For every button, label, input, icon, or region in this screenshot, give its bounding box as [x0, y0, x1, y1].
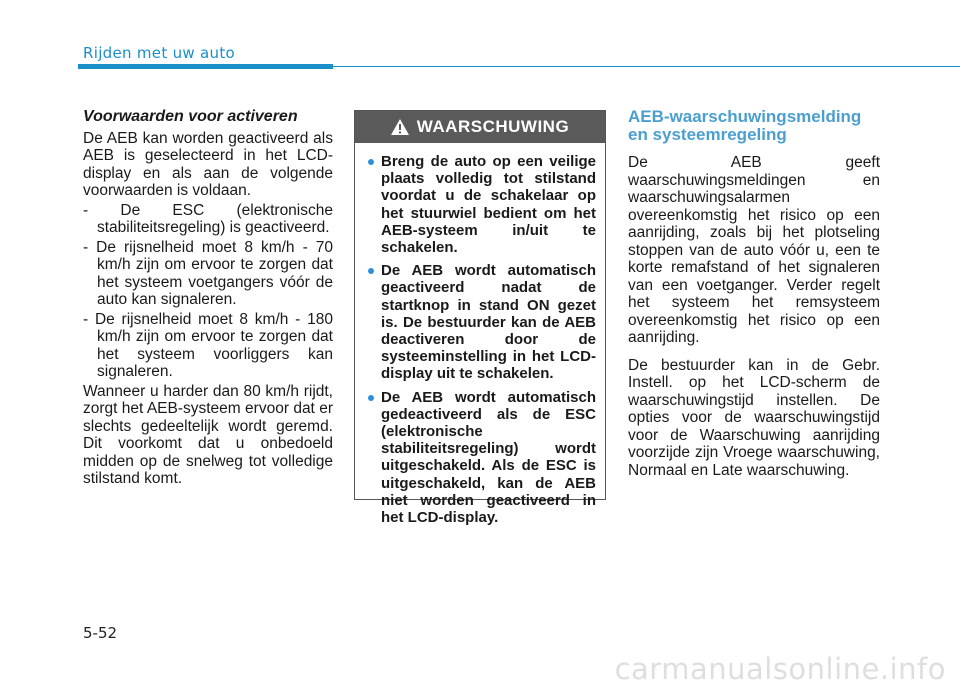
closing-paragraph: Wanneer u harder dan 80 km/h rijdt, zorgt het AEB-systeem ervoor dat er slechts gedeeltelijk wordt geremd. Dit voorkomt dat u onbedoeld midden op de snelweg tot volledige stilstand komt. [83, 382, 333, 487]
header-rule-thick [78, 64, 333, 69]
condition-item: - De ESC (elektronische stabiliteitsregeling) is geactiveerd. [83, 201, 333, 236]
warning-item-text: De AEB wordt automatisch gedeactiveerd als de ESC (elektronische stabiliteitsregeling) wordt uitgeschakeld. Als de ESC is uitgeschakeld, kan de AEB niet worden geactiveerd in het LCD-display. [381, 388, 596, 527]
warning-header [355, 111, 605, 143]
warning-item [368, 262, 596, 382]
page-section-title: Rijden met uw auto [83, 44, 235, 62]
warning-title: WAARSCHUWING [416, 117, 570, 136]
condition-item: - De rijsnelheid moet 8 km/h - 180 km/h zijn om ervoor te zorgen dat het systeem voorliggers kan signaleren. [83, 310, 333, 380]
settings-paragraph: De bestuurder kan in de Gebr. Instell. op het LCD-scherm de waarschuwingstijd instellen. De opties voor de waarschuwingstijd voor de Waarschuwing aanrijding voorzijde zijn Vroege waarschuwing, Normaal en Late waarschuwing. [628, 356, 880, 479]
warning-message-heading: AEB-waarschuwingsmelding en systeemregeling [628, 107, 862, 144]
warning-item [368, 153, 596, 256]
header-rule-thin [333, 66, 960, 67]
warning-triangle-icon [391, 119, 409, 135]
warning-item [368, 389, 596, 527]
intro-paragraph: De AEB kan worden geactiveerd als AEB is geselecteerd in het LCD-display en als aan de volgende voorwaarden is voldaan. [83, 129, 333, 199]
warning-item-text: De AEB wordt automatisch geactiveerd nadat de startknop in stand ON gezet is. De bestuurder kan de AEB deactiveren door de systeeminstelling in het LCD-display uit te schakelen. [381, 262, 596, 383]
warning-box [354, 110, 606, 527]
right-column [628, 108, 880, 479]
activation-conditions-heading: Voorwaarden voor activeren [83, 108, 298, 125]
left-column [83, 108, 333, 488]
condition-item: - De rijsnelheid moet 8 km/h - 70 km/h zijn om ervoor te zorgen dat het systeem voetgangers vóór de auto kan signaleren. [83, 238, 333, 308]
page-number: 5-52 [83, 624, 118, 642]
bullet-icon [368, 159, 374, 165]
warning-paragraph: De AEB geeft waarschuwingsmeldingen en waarschuwingsalarmen overeenkomstig het risico op een aanrijding, zoals bij het plotseling stoppen van de auto vóór u, een te korte remafstand of het signaleren van een voetganger. Verder regelt het systeem het remsysteem overeenkomstig het risico op een aanrijding. [628, 154, 880, 346]
warning-body [355, 143, 605, 526]
warning-item-text: Breng de auto op een veilige plaats volledig tot stilstand voordat u de schakelaar op het stuurwiel bedient om het AEB-systeem in/uit te schakelen. [381, 153, 596, 257]
bullet-icon [368, 268, 374, 274]
watermark: carmanualsonline.info [614, 652, 946, 686]
bullet-icon [368, 395, 374, 401]
